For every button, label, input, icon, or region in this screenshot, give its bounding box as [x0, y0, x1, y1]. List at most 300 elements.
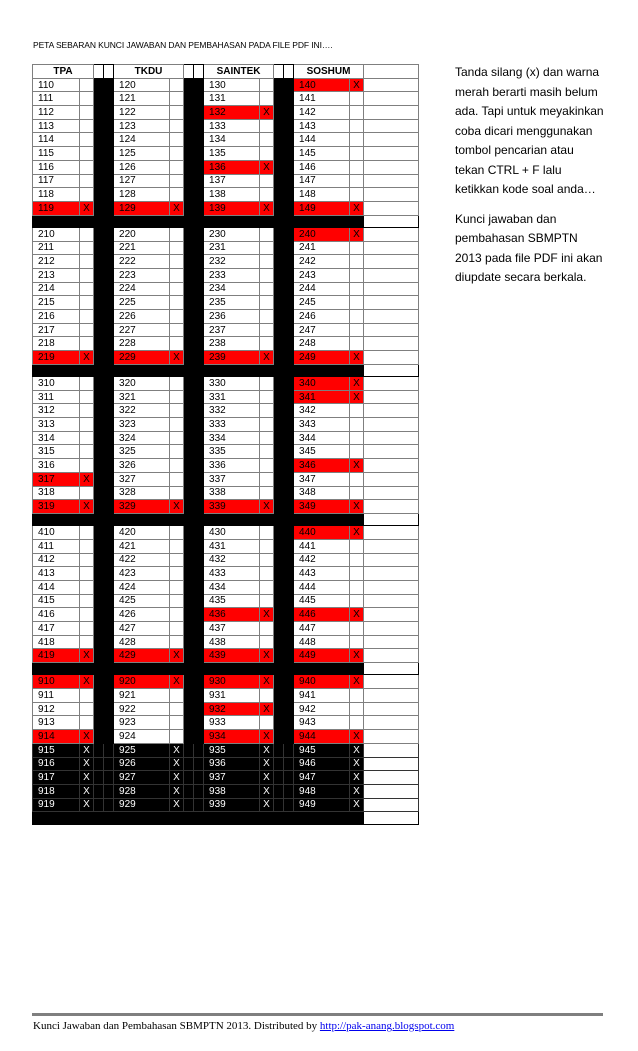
status-mark: [170, 608, 184, 622]
column-gap: [274, 702, 284, 716]
table-row: [33, 351, 419, 365]
column-gap: [284, 174, 294, 188]
question-code: 221: [114, 241, 170, 255]
column-gap: [184, 757, 194, 771]
status-mark: [260, 296, 274, 310]
status-mark: [260, 404, 274, 418]
question-code: 324: [114, 431, 170, 445]
table-tail-cell: [364, 241, 419, 255]
question-code: 244: [294, 282, 350, 296]
question-code: 940: [294, 675, 350, 689]
question-code: 113: [33, 119, 80, 133]
question-code: 121: [114, 92, 170, 106]
question-code: 329: [114, 500, 170, 514]
column-gap: [104, 201, 114, 215]
table-row: [33, 241, 419, 255]
column-gap: [274, 418, 284, 432]
column-gap: [284, 160, 294, 174]
column-gap: [184, 689, 194, 703]
question-code: 118: [33, 188, 80, 202]
column-gap: [274, 689, 284, 703]
status-mark: X: [80, 351, 94, 365]
question-code: 424: [114, 580, 170, 594]
table-row: [33, 268, 419, 282]
status-mark: [170, 188, 184, 202]
table-tail-cell: [364, 539, 419, 553]
column-gap: [184, 92, 194, 106]
column-gap: [274, 323, 284, 337]
question-code: 234: [204, 282, 260, 296]
column-gap: [184, 459, 194, 473]
question-code: 136: [204, 160, 260, 174]
question-code: 131: [204, 92, 260, 106]
status-mark: X: [80, 757, 94, 771]
column-gap: [184, 472, 194, 486]
status-mark: [170, 147, 184, 161]
question-code: 123: [114, 119, 170, 133]
footer-link[interactable]: http://pak-anang.blogspot.com: [319, 1020, 455, 1032]
status-mark: [170, 78, 184, 92]
column-gap: [184, 309, 194, 323]
question-code: 246: [294, 309, 350, 323]
table-row: [33, 771, 419, 785]
table-row: [33, 649, 419, 663]
question-code: 147: [294, 174, 350, 188]
question-code: 114: [33, 133, 80, 147]
status-mark: [80, 255, 94, 269]
status-mark: [80, 160, 94, 174]
column-gap: [274, 174, 284, 188]
column-gap: [194, 78, 204, 92]
column-gap: [104, 472, 114, 486]
table-row: [33, 174, 419, 188]
status-mark: X: [80, 472, 94, 486]
column-gap: [104, 431, 114, 445]
question-code: 229: [114, 351, 170, 365]
question-code: 225: [114, 296, 170, 310]
column-gap: [94, 567, 104, 581]
column-gap: [184, 351, 194, 365]
column-gap: [94, 351, 104, 365]
status-mark: X: [260, 160, 274, 174]
status-mark: [260, 337, 274, 351]
status-mark: X: [80, 649, 94, 663]
column-gap: [194, 337, 204, 351]
column-gap: [94, 160, 104, 174]
column-gap: [274, 227, 284, 241]
column-gap: [274, 553, 284, 567]
question-code: 439: [204, 649, 260, 663]
status-mark: [80, 323, 94, 337]
column-gap: [184, 594, 194, 608]
column-gap: [104, 147, 114, 161]
table-tail-cell: [364, 784, 419, 798]
page-heading: PETA SEBARAN KUNCI JAWABAN DAN PEMBAHASAN PADA FILE PDF INI….: [33, 40, 333, 50]
status-mark: [260, 78, 274, 92]
question-code: 923: [114, 716, 170, 730]
status-mark: [350, 337, 364, 351]
question-code: 429: [114, 649, 170, 663]
question-code: 911: [33, 689, 80, 703]
status-mark: [170, 106, 184, 120]
status-mark: X: [170, 784, 184, 798]
column-gap: [274, 445, 284, 459]
column-gap: [184, 147, 194, 161]
side-note-paragraph-1: Tanda silang (x) dan warna merah berarti masih belum ada. Tapi untuk meyakinkan coba dicari menggunakan tombol pencarian atau tekan CTRL + F lalu ketikkan kode soal anda…: [455, 65, 604, 196]
column-gap: [274, 649, 284, 663]
side-note-paragraph-2: Kunci jawaban dan pembahasan SBMPTN 2013 pada file PDF ini akan diupdate secara berkala.: [455, 211, 603, 284]
status-mark: [80, 702, 94, 716]
table-row: [33, 404, 419, 418]
column-gap: [194, 106, 204, 120]
table-row: [33, 798, 419, 812]
column-gap: [284, 567, 294, 581]
status-mark: [80, 282, 94, 296]
question-code: 937: [204, 771, 260, 785]
column-gap: [284, 323, 294, 337]
question-code: 419: [33, 649, 80, 663]
column-gap: [284, 268, 294, 282]
question-code: 339: [204, 500, 260, 514]
table-tail-cell: [364, 65, 419, 79]
status-mark: X: [170, 675, 184, 689]
question-code: 230: [204, 227, 260, 241]
status-mark: [260, 539, 274, 553]
status-mark: [260, 92, 274, 106]
table-row: [33, 106, 419, 120]
column-gap: [274, 757, 284, 771]
status-mark: [80, 486, 94, 500]
question-code: 120: [114, 78, 170, 92]
status-mark: X: [350, 377, 364, 391]
column-gap: [284, 390, 294, 404]
column-gap: [184, 798, 194, 812]
table-tail-cell: [364, 526, 419, 540]
question-code: 135: [204, 147, 260, 161]
column-gap: [274, 268, 284, 282]
column-gap: [284, 188, 294, 202]
question-code: 420: [114, 526, 170, 540]
status-mark: [80, 106, 94, 120]
question-code: 936: [204, 757, 260, 771]
status-mark: [350, 147, 364, 161]
question-code: 331: [204, 390, 260, 404]
table-row: [33, 78, 419, 92]
table-tail-cell: [364, 337, 419, 351]
column-gap: [104, 268, 114, 282]
column-gap: [274, 567, 284, 581]
status-mark: X: [260, 106, 274, 120]
column-gap: [284, 553, 294, 567]
column-gap: [184, 553, 194, 567]
column-gap: [284, 78, 294, 92]
column-gap: [194, 608, 204, 622]
question-code: 143: [294, 119, 350, 133]
question-code: 226: [114, 309, 170, 323]
table-row: [33, 188, 419, 202]
question-code: 943: [294, 716, 350, 730]
status-mark: [80, 133, 94, 147]
question-code: 219: [33, 351, 80, 365]
table-tail-cell: [364, 133, 419, 147]
status-mark: [80, 78, 94, 92]
question-code: 130: [204, 78, 260, 92]
column-gap: [194, 594, 204, 608]
status-mark: [80, 567, 94, 581]
column-gap: [274, 201, 284, 215]
column-gap: [274, 337, 284, 351]
question-code: 928: [114, 784, 170, 798]
column-gap: [94, 309, 104, 323]
question-code: 416: [33, 608, 80, 622]
status-mark: X: [260, 743, 274, 757]
column-gap: [94, 390, 104, 404]
column-gap: [94, 580, 104, 594]
question-code: 932: [204, 702, 260, 716]
column-gap: [104, 377, 114, 391]
table-row: [33, 255, 419, 269]
column-gap: [284, 282, 294, 296]
separator-band: [33, 663, 364, 675]
status-mark: [350, 282, 364, 296]
column-gap: [94, 227, 104, 241]
status-mark: [260, 553, 274, 567]
question-code: 347: [294, 472, 350, 486]
column-gap: [94, 635, 104, 649]
column-gap: [284, 255, 294, 269]
column-gap: [194, 730, 204, 744]
question-code: 129: [114, 201, 170, 215]
column-gap: [284, 608, 294, 622]
column-gap: [194, 431, 204, 445]
table-row: [33, 377, 419, 391]
column-gap: [274, 526, 284, 540]
question-code: 313: [33, 418, 80, 432]
column-gap: [284, 133, 294, 147]
status-mark: [260, 526, 274, 540]
question-code: 423: [114, 567, 170, 581]
status-mark: X: [350, 390, 364, 404]
table-tail-cell: [364, 390, 419, 404]
column-gap: [284, 227, 294, 241]
status-mark: X: [260, 675, 274, 689]
column-gap: [94, 445, 104, 459]
question-code: 942: [294, 702, 350, 716]
question-code: 137: [204, 174, 260, 188]
question-code: 327: [114, 472, 170, 486]
column-gap: [104, 188, 114, 202]
column-header-tpa: TPA: [33, 65, 94, 79]
table-row: [33, 431, 419, 445]
question-code: 138: [204, 188, 260, 202]
table-row: [33, 567, 419, 581]
question-code: 428: [114, 635, 170, 649]
status-mark: X: [170, 351, 184, 365]
column-gap: [94, 622, 104, 636]
question-code: 322: [114, 404, 170, 418]
column-gap: [194, 649, 204, 663]
question-code: 144: [294, 133, 350, 147]
question-code: 418: [33, 635, 80, 649]
column-gap: [104, 241, 114, 255]
column-gap: [184, 743, 194, 757]
column-gap: [194, 241, 204, 255]
question-code: 325: [114, 445, 170, 459]
question-code: 425: [114, 594, 170, 608]
question-code: 319: [33, 500, 80, 514]
column-gap: [194, 539, 204, 553]
column-gap: [274, 119, 284, 133]
table-tail-cell: [364, 635, 419, 649]
question-code: 215: [33, 296, 80, 310]
status-mark: [80, 418, 94, 432]
column-gap: [94, 201, 104, 215]
status-mark: X: [80, 730, 94, 744]
status-mark: [260, 323, 274, 337]
table-row: [33, 472, 419, 486]
column-gap: [274, 309, 284, 323]
status-mark: [170, 390, 184, 404]
table-row: [33, 282, 419, 296]
column-gap: [194, 160, 204, 174]
status-mark: [80, 268, 94, 282]
status-mark: X: [350, 459, 364, 473]
status-mark: [80, 227, 94, 241]
column-gap: [274, 255, 284, 269]
status-mark: [350, 268, 364, 282]
table-tail-cell: [364, 309, 419, 323]
column-gap: [184, 716, 194, 730]
question-code: 918: [33, 784, 80, 798]
status-mark: [350, 594, 364, 608]
question-code: 224: [114, 282, 170, 296]
status-mark: [260, 119, 274, 133]
column-header-soshum: SOSHUM: [294, 65, 364, 79]
status-mark: [260, 227, 274, 241]
status-mark: [80, 594, 94, 608]
question-code: 249: [294, 351, 350, 365]
table-tail-cell: [364, 147, 419, 161]
question-code: 125: [114, 147, 170, 161]
question-code: 435: [204, 594, 260, 608]
table-tail-cell: [364, 675, 419, 689]
column-gap: [184, 377, 194, 391]
question-code: 235: [204, 296, 260, 310]
table-row: [33, 730, 419, 744]
column-gap: [194, 282, 204, 296]
column-gap: [274, 730, 284, 744]
status-mark: X: [170, 771, 184, 785]
column-gap: [184, 160, 194, 174]
status-mark: X: [80, 743, 94, 757]
column-gap: [184, 784, 194, 798]
column-gap: [184, 323, 194, 337]
column-gap: [194, 390, 204, 404]
footer-text: Kunci Jawaban dan Pembahasan SBMPTN 2013. Distributed by: [33, 1020, 320, 1032]
question-code: 910: [33, 675, 80, 689]
status-mark: X: [260, 351, 274, 365]
question-code: 348: [294, 486, 350, 500]
table-row: [33, 539, 419, 553]
question-code: 919: [33, 798, 80, 812]
column-gap: [94, 486, 104, 500]
table-tail-cell: [364, 730, 419, 744]
column-gap: [184, 500, 194, 514]
column-gap: [104, 608, 114, 622]
column-gap: [184, 227, 194, 241]
column-gap: [284, 580, 294, 594]
status-mark: [350, 133, 364, 147]
question-code: 934: [204, 730, 260, 744]
status-mark: [350, 431, 364, 445]
status-mark: [260, 174, 274, 188]
question-code: 433: [204, 567, 260, 581]
status-mark: [170, 526, 184, 540]
status-mark: [80, 309, 94, 323]
column-gap: [194, 784, 204, 798]
column-gap: [274, 608, 284, 622]
column-gap: [94, 500, 104, 514]
table-row: [33, 702, 419, 716]
column-gap: [284, 472, 294, 486]
status-mark: [80, 553, 94, 567]
column-gap: [94, 268, 104, 282]
status-mark: [260, 486, 274, 500]
column-gap: [94, 431, 104, 445]
table-tail-cell: [364, 472, 419, 486]
status-mark: [170, 459, 184, 473]
table-header-row: [33, 65, 419, 79]
question-code: 210: [33, 227, 80, 241]
column-gap: [274, 147, 284, 161]
question-code: 116: [33, 160, 80, 174]
column-gap: [94, 539, 104, 553]
status-mark: [350, 567, 364, 581]
column-gap: [184, 771, 194, 785]
question-code: 436: [204, 608, 260, 622]
status-mark: [260, 635, 274, 649]
status-mark: [80, 445, 94, 459]
status-mark: [80, 174, 94, 188]
column-gap: [94, 337, 104, 351]
column-gap: [194, 309, 204, 323]
question-code: 927: [114, 771, 170, 785]
status-mark: [350, 160, 364, 174]
question-code: 935: [204, 743, 260, 757]
status-mark: [170, 716, 184, 730]
column-gap: [284, 689, 294, 703]
group-separator: [33, 663, 419, 675]
question-code: 248: [294, 337, 350, 351]
column-gap: [94, 771, 104, 785]
column-gap: [104, 309, 114, 323]
column-gap: [274, 622, 284, 636]
table-tail-cell: [364, 296, 419, 310]
status-mark: X: [350, 743, 364, 757]
column-gap: [184, 622, 194, 636]
column-gap: [284, 377, 294, 391]
column-gap: [104, 255, 114, 269]
column-gap: [194, 716, 204, 730]
question-code: 338: [204, 486, 260, 500]
status-mark: [170, 635, 184, 649]
column-gap: [184, 431, 194, 445]
status-mark: [170, 174, 184, 188]
column-gap: [104, 119, 114, 133]
table-tail-cell: [364, 255, 419, 269]
status-mark: [80, 539, 94, 553]
column-gap: [94, 472, 104, 486]
